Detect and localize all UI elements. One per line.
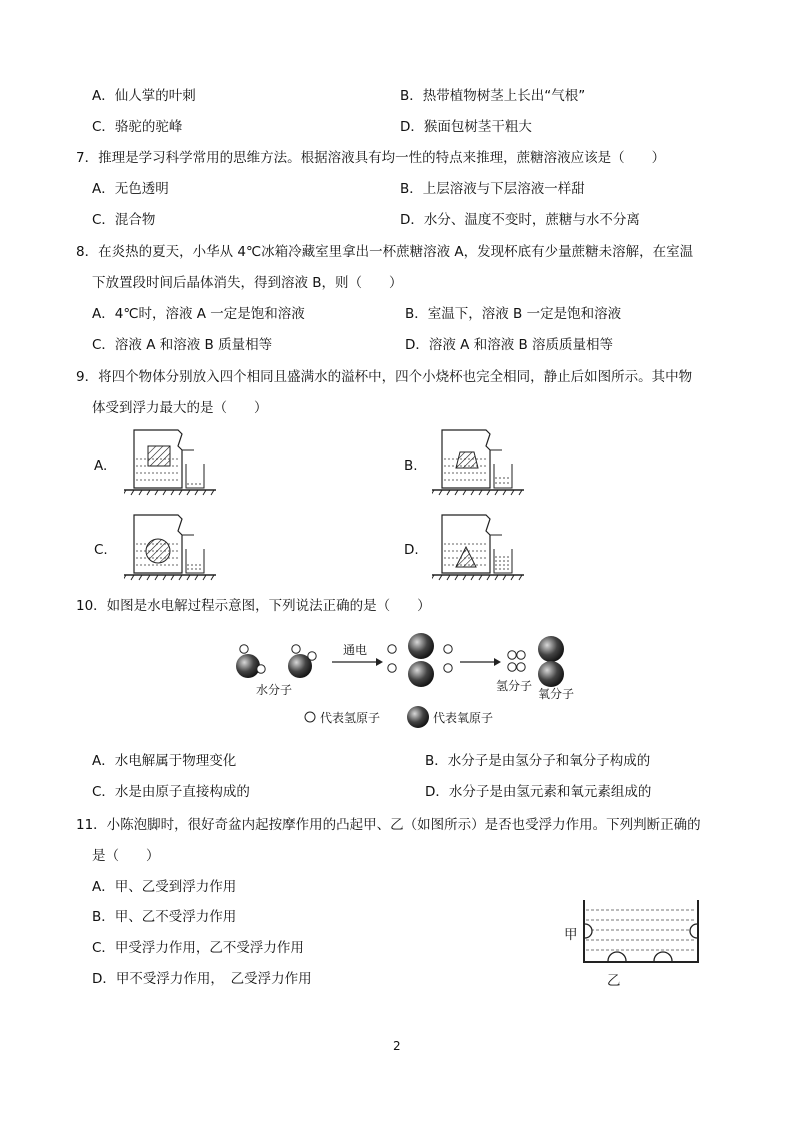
q9-label-c: C. (94, 542, 108, 558)
q9-figure-a (124, 428, 216, 496)
legend-hydrogen: 代表氢原子 (320, 711, 381, 725)
q10-stem: 10．如图是水电解过程示意图，下列说法正确的是（ ） (76, 598, 431, 614)
q9-stem-line2: 体受到浮力最大的是（ ） (92, 400, 268, 416)
q6-option-b: B．热带植物树茎上长出“气根” (400, 88, 586, 104)
q8-option-a: A．4℃时，溶液 A 一定是饱和溶液 (92, 306, 305, 322)
hydrogen-molecule-label: 氢分子 (496, 679, 533, 693)
q11-footbath-figure (580, 896, 704, 968)
q11-stem-line2: 是（ ） (92, 848, 160, 864)
q8-stem-line1: 8．在炎热的夏天，小华从 4℃冰箱冷藏室里拿出一杯蔗糖溶液 A，发现杯底有少量蔗糖未溶解，在室温 (76, 244, 694, 260)
q10-option-b: B．水分子是由氢分子和氧分子构成的 (425, 753, 651, 769)
q9-label-b: B. (404, 458, 418, 474)
q7-option-a: A．无色透明 (92, 181, 169, 197)
q7-stem: 7．推理是学习科学常用的思维方法。根据溶液具有均一性的特点来推理，蔗糖溶液应该是（ ） (76, 150, 666, 166)
q11-stem-line1: 11．小陈泡脚时，很好奇盆内起按摩作用的凸起甲、乙（如图所示）是否也受浮力作用。下列判断正确的 (76, 817, 701, 833)
oxygen-molecule-label: 氧分子 (538, 687, 575, 701)
q10-option-d: D．水分子是由氢元素和氧元素组成的 (425, 784, 652, 800)
q9-figure-d (432, 513, 524, 581)
q11-option-c: C．甲受浮力作用，乙不受浮力作用 (92, 940, 304, 956)
q10-option-a: A．水电解属于物理变化 (92, 753, 237, 769)
q7-option-d: D．水分、温度不变时，蔗糖与水不分离 (400, 212, 640, 228)
q11-option-d: D．甲不受浮力作用， 乙受浮力作用 (92, 971, 312, 987)
q9-label-d: D. (404, 542, 419, 558)
q9-label-a: A. (94, 458, 108, 474)
water-molecule-label: 水分子 (256, 683, 293, 697)
q8-stem-line2: 下放置段时间后晶体消失，得到溶液 B，则（ ） (92, 275, 403, 291)
page-number: 2 (393, 1039, 401, 1053)
q8-option-c: C．溶液 A 和溶液 B 质量相等 (92, 337, 273, 353)
q8-option-d: D．溶液 A 和溶液 B 溶质质量相等 (405, 337, 614, 353)
legend-oxygen: 代表氧原子 (433, 711, 494, 725)
q6-option-a: A．仙人掌的叶刺 (92, 88, 196, 104)
q7-option-c: C．混合物 (92, 212, 156, 228)
electrolysis-label: 通电 (343, 643, 368, 657)
q9-stem-line1: 9．将四个物体分别放入四个相同且盛满水的溢杯中，四个小烧杯也完全相同，静止后如图所示。其中物 (76, 369, 693, 385)
q10-option-c: C．水是由原子直接构成的 (92, 784, 250, 800)
q6-option-d: D．猴面包树茎干粗大 (400, 119, 532, 135)
q11-option-b: B．甲、乙不受浮力作用 (92, 909, 237, 925)
q9-figure-c (124, 513, 216, 581)
q8-option-b: B．室温下，溶液 B 一定是饱和溶液 (405, 306, 622, 322)
q11-label-jia: 甲 (564, 927, 578, 943)
q6-option-c: C．骆驼的驼峰 (92, 119, 183, 135)
q9-figure-b (432, 428, 524, 496)
q11-label-yi: 乙 (607, 973, 621, 989)
q7-option-b: B．上层溶液与下层溶液一样甜 (400, 181, 585, 197)
q10-electrolysis-diagram (228, 632, 588, 732)
q11-option-a: A．甲、乙受到浮力作用 (92, 879, 237, 895)
